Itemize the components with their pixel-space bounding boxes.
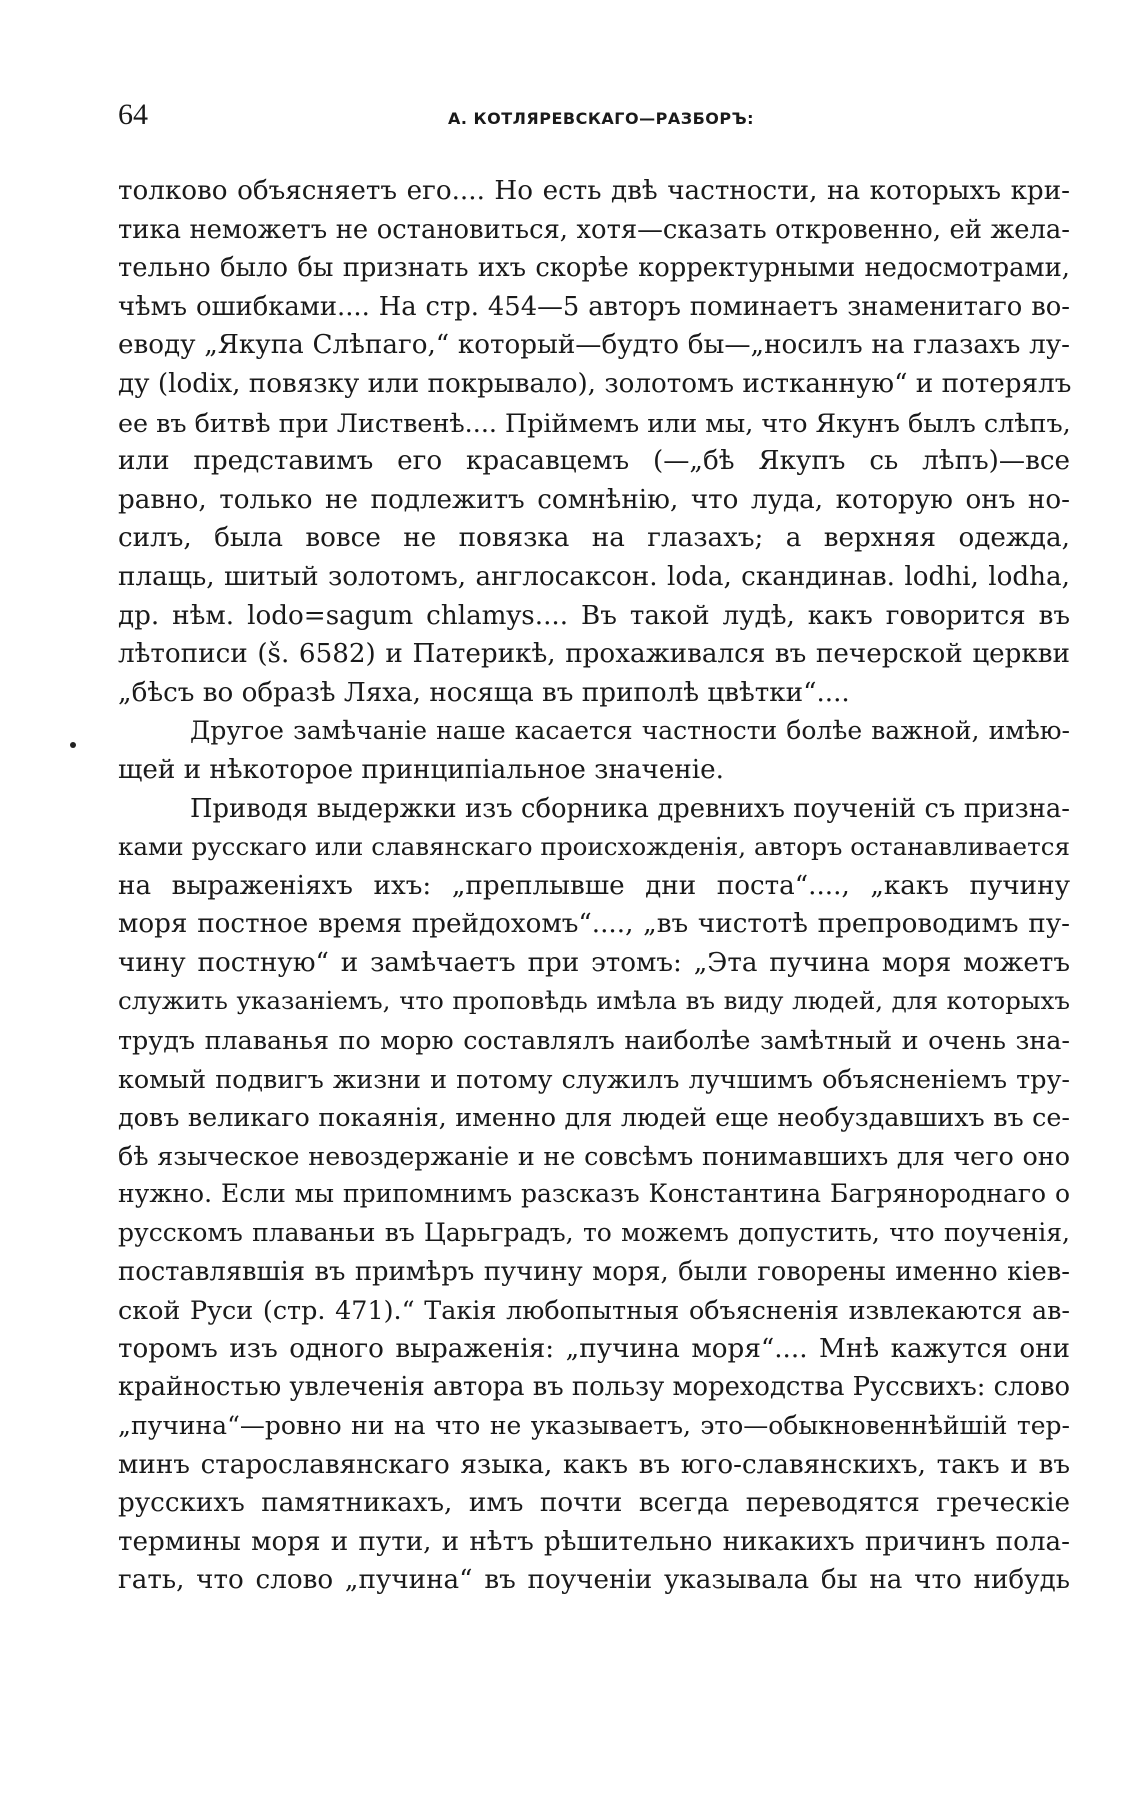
text-line: русскомъ плаваньи въ Царьградъ, то можемъ допустить, что поученiя, (118, 1218, 1070, 1248)
text-line: силъ, была вовсе не повязка на глазахъ; а верхняя одежда, (118, 523, 1070, 554)
text-line: плащь, шитый золотомъ, англосаксон. loda, скандинав. lodhi, lodha, (118, 561, 1070, 592)
text-line: минъ старославянскаго языка, какъ въ юго-славянскихъ, такъ и въ (118, 1449, 1070, 1480)
paragraph-first-line: Другое замѣчанiе наше касается частности болѣе важной, имѣю- (190, 716, 1070, 746)
text-line: трудъ плаванья по морю составлялъ наиболѣе замѣтный и очень зна- (118, 1025, 1070, 1056)
text-line: тика неможетъ не остановиться, хотя—сказать откровенно, ей жела- (118, 214, 1070, 245)
text-line: бѣ языческое невоздержанiе и не совсѣмъ понимавшихъ для чего оно (118, 1140, 1070, 1171)
page-header (118, 98, 1070, 134)
text-line: чѣмъ ошибками.... На стр. 454—5 авторъ поминаетъ знаменитаго во- (118, 291, 1070, 322)
text-line: ками русскаго или славянскаго происхожденiя, авторъ останавливается (118, 832, 1070, 862)
text-line: ее въ битвѣ при Лиственѣ.... Прiймемъ или мы, что Якунъ былъ слѣпъ, (118, 407, 1071, 438)
text-line: еводу „Якупа Слѣпаго,“ который—будто бы—„носилъ на глазахъ лу- (118, 330, 1070, 361)
text-line: тельно было бы признать ихъ скорѣе корректурными недосмотрами, (118, 253, 1070, 284)
text-line: ской Руси (стр. 471).“ Такiя любопытныя объясненiя извлекаются ав- (118, 1295, 1070, 1326)
text-line: др. нѣм. lodo=sagum chlamys.... Въ такой лудѣ, какъ говорится въ (118, 600, 1070, 631)
text-line: ду (lodix, повязку или покрывало), золотомъ истканную“ и потерялъ (118, 368, 1072, 399)
margin-dot (70, 742, 76, 748)
body-text (118, 172, 1070, 1600)
text-line: гать, что слово „пучина“ въ поученiи указывала бы на что нибудь (118, 1565, 1070, 1596)
text-line: „бѣсъ во образѣ Ляха, носяща въ приполѣ цвѣтки“.... (118, 677, 850, 708)
text-line: чину постную“ и замѣчаетъ при этомъ: „Эта пучина моря можетъ (118, 947, 1070, 978)
text-line: крайностью увлеченiя автора въ пользу мореходства Руссвихъ: слово (118, 1372, 1071, 1403)
text-line: довъ великаго покаянiя, именно для людей еще необуздавшихъ въ се- (118, 1102, 1070, 1133)
text-line: „пучина“—ровно ни на что не указываетъ, это—обыкновеннѣйшiй тер- (118, 1411, 1070, 1440)
text-line: торомъ изъ одного выраженiя: „пучина моря“.... Мнѣ кажутся они (118, 1333, 1070, 1364)
text-line: русскихъ памятникахъ, имъ почти всегда переводятся греческiе (118, 1488, 1070, 1519)
text-line: равно, только не подлежитъ сомнѣнiю, что луда, которую онъ но- (118, 484, 1070, 515)
text-line: или представимъ его красавцемъ (—„бѣ Якупъ сь лѣпъ)—все (118, 446, 1070, 477)
text-line: термины моря и пути, и нѣтъ рѣшительно никакихъ причинъ пола- (118, 1526, 1070, 1557)
text-line: служить указанiемъ, что проповѣдь имѣла въ виду людей, для которыхъ (118, 986, 1070, 1016)
page-number: 64 (118, 98, 148, 131)
text-line: щей и нѣкоторое принципiальное значенiе. (118, 754, 724, 785)
text-line: моря постное время прейдохомъ“...., „въ чистотѣ препроводимъ пу- (118, 909, 1070, 940)
text-line: поставлявшiя въ примѣръ пучину моря, были говорены именно кiев- (118, 1256, 1070, 1287)
text-line: лѣтописи (š. 6582) и Патерикѣ, прохаживался въ печерской церкви (118, 639, 1070, 670)
paragraph-first-line: Приводя выдержки изъ сборника древнихъ поученiй съ призна- (190, 793, 1070, 824)
text-line: на выраженiяхъ ихъ: „преплывше дни поста“...., „какъ пучину (118, 870, 1070, 901)
text-line: нужно. Если мы припомнимъ разсказъ Константина Багрянороднаго о (118, 1179, 1070, 1209)
running-title: А. КОТЛЯРЕВСКАГО—РАЗБОРЪ: (448, 109, 755, 128)
text-line: толково объясняетъ его.... Но есть двѣ частности, на которыхъ кри- (118, 176, 1070, 206)
text-line: комый подвигъ жизни и потому служилъ лучшимъ объясненiемъ тру- (118, 1063, 1070, 1094)
